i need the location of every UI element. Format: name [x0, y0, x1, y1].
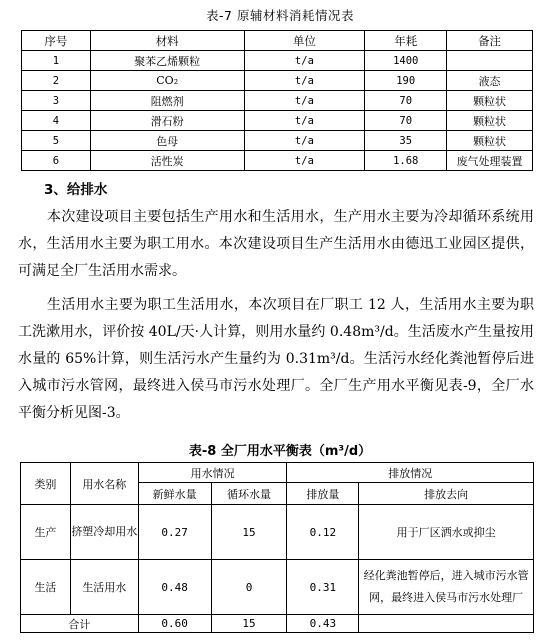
cell-recycle: 0 — [211, 560, 287, 615]
cell-unit: t/a — [244, 51, 365, 71]
cell-unit: t/a — [244, 131, 365, 151]
section-heading: 3、给排水 — [44, 182, 108, 198]
header-destination: 排放去向 — [359, 483, 534, 505]
table-row — [22, 51, 533, 71]
cell-note: 液态 — [447, 71, 533, 91]
cell-destination: 用于厂区洒水或抑尘 — [359, 505, 534, 560]
cell-index: 6 — [22, 151, 91, 171]
table7-title: 表-7 原辅材料消耗情况表 — [206, 8, 354, 23]
paragraph-domestic-water: 生活用水主要为职工生活用水，本次项目在厂职工 12 人，生活用水主要为职工洗漱用水，评价按 40L/天·人计算，则用水量约 0.48m³/d。生活废水产生量按用水量的 65%计算，则生活污水产生量约为 0.31m³/d。生活污水经化粪池暂停后进入城市污水管网，最终进入侯马市污水处理厂。全厂生产用水平衡见表-9，全厂水平衡分析见图-3。 — [18, 297, 534, 421]
cell-index: 1 — [22, 51, 91, 71]
cell-amount: 1400 — [365, 51, 447, 71]
cell-fresh: 0.27 — [138, 505, 211, 560]
column-header: 单位 — [244, 31, 365, 51]
table-row — [22, 111, 533, 131]
cell-note — [447, 51, 533, 71]
table-row — [22, 71, 533, 91]
header-fresh-water: 新鲜水量 — [138, 483, 211, 505]
cell-note: 颗粒状 — [447, 131, 533, 151]
cell-index: 5 — [22, 131, 91, 151]
cell-unit: t/a — [244, 111, 365, 131]
header-use-name: 用水名称 — [70, 463, 138, 505]
column-header: 材料 — [90, 31, 244, 51]
cell-index: 3 — [22, 91, 91, 111]
cell-total-destination — [359, 615, 534, 633]
column-header: 序号 — [22, 31, 91, 51]
cell-use-name: 生活用水 — [70, 560, 138, 615]
table-row — [21, 560, 534, 615]
cell-material: 滑石粉 — [90, 111, 244, 131]
cell-amount: 35 — [365, 131, 447, 151]
cell-discharge: 0.31 — [287, 560, 359, 615]
cell-destination: 经化粪池暂停后，进入城市污水管网，最终进入侯马市污水处理厂 — [359, 560, 534, 615]
cell-use-name: 挤塑冷却用水 — [70, 505, 138, 560]
cell-total-discharge: 0.43 — [287, 615, 359, 633]
table8-title: 表-8 全厂用水平衡表（m³/d） — [188, 444, 372, 459]
cell-material: 阻燃剂 — [90, 91, 244, 111]
cell-fresh: 0.48 — [138, 560, 211, 615]
header-water-use: 用水情况 — [138, 463, 287, 483]
cell-category: 生活 — [21, 560, 71, 615]
cell-total-fresh: 0.60 — [138, 615, 211, 633]
cell-material: 活性炭 — [90, 151, 244, 171]
cell-index: 4 — [22, 111, 91, 131]
cell-material: CO₂ — [90, 71, 244, 91]
materials-consumption-table — [21, 30, 533, 171]
header-recycled-water: 循环水量 — [211, 483, 287, 505]
cell-amount: 70 — [365, 111, 447, 131]
cell-recycle: 15 — [211, 505, 287, 560]
cell-amount: 1.68 — [365, 151, 447, 171]
cell-total-recycle: 15 — [211, 615, 287, 633]
cell-note: 废气处理装置 — [447, 151, 533, 171]
column-header: 备注 — [447, 31, 533, 51]
table-row — [21, 505, 534, 560]
cell-total-label: 合计 — [21, 615, 139, 633]
cell-index: 2 — [22, 71, 91, 91]
table-header-row — [21, 463, 534, 483]
table-row — [22, 91, 533, 111]
header-discharge: 排放情况 — [287, 463, 534, 483]
table-header-row — [22, 31, 533, 51]
cell-material: 色母 — [90, 131, 244, 151]
cell-note: 颗粒状 — [447, 91, 533, 111]
header-discharge-amount: 排放量 — [287, 483, 359, 505]
cell-unit: t/a — [244, 91, 365, 111]
cell-category: 生产 — [21, 505, 71, 560]
cell-amount: 190 — [365, 71, 447, 91]
cell-unit: t/a — [244, 151, 365, 171]
table-total-row — [21, 615, 534, 633]
water-balance-table — [20, 462, 534, 633]
cell-material: 聚苯乙烯颗粒 — [90, 51, 244, 71]
cell-note: 颗粒状 — [447, 111, 533, 131]
cell-discharge: 0.12 — [287, 505, 359, 560]
table-row — [22, 151, 533, 171]
column-header: 年耗 — [365, 31, 447, 51]
header-category: 类别 — [21, 463, 71, 505]
cell-unit: t/a — [244, 71, 365, 91]
table-row — [22, 131, 533, 151]
paragraph-water-supply: 本次建设项目主要包括生产用水和生活用水，生产用水主要为冷却循环系统用水，生活用水主要为职工用水。本次建设项目生产生活用水由德迅工业园区提供，可满足全厂生活用水需求。 — [18, 209, 534, 279]
cell-amount: 70 — [365, 91, 447, 111]
